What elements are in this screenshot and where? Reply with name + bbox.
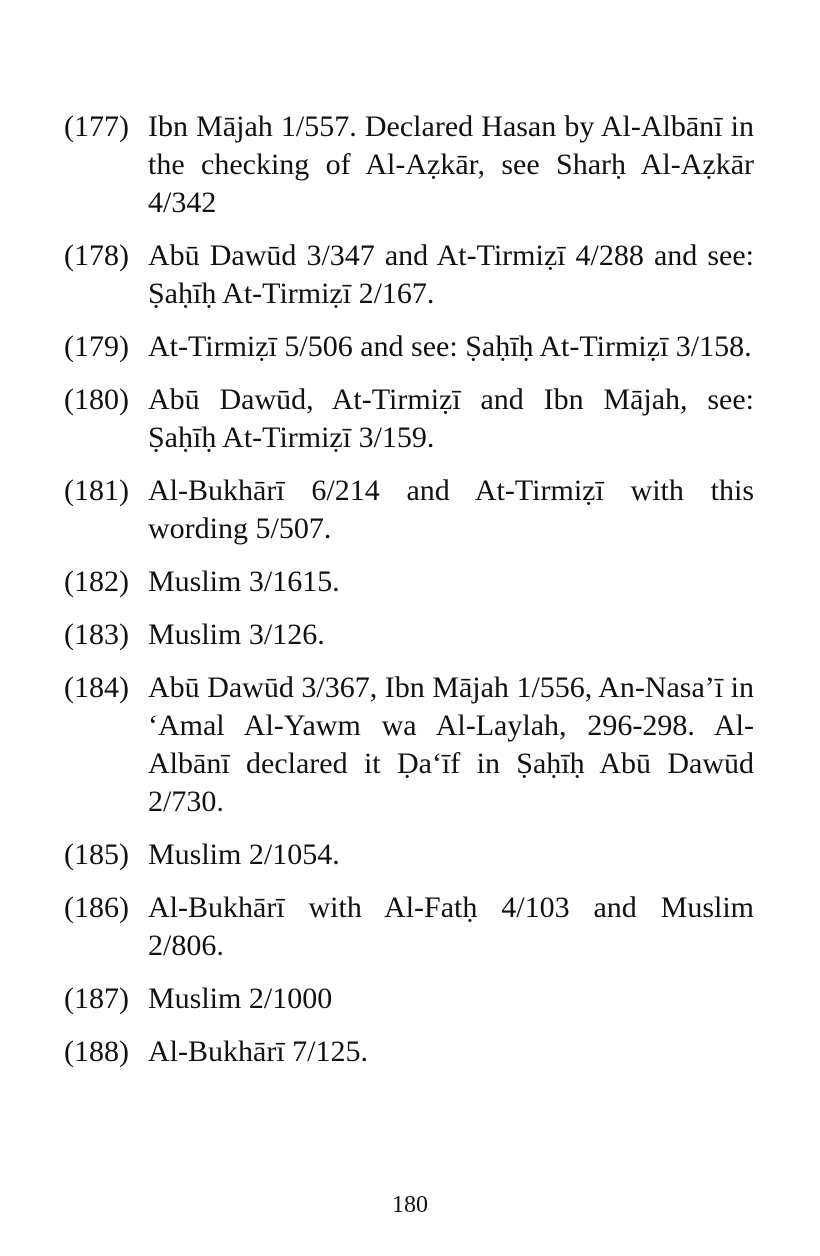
footnote-text: Ibn Mājah 1/557. Declared Hasan by Al-Albānī in the checking of Al-Aẓkār, see Sharḥ Al-Aẓkār 4/342 bbox=[148, 110, 754, 219]
footnote-number: (187) bbox=[64, 982, 129, 1015]
footnote-text: Abū Dawūd 3/347 and At-Tirmiẓī 4/288 and see: Ṣaḥīḥ At-Tirmiẓī 2/167. bbox=[148, 239, 754, 310]
footnote-text: Muslim 2/1054. bbox=[148, 838, 340, 871]
footnote-177 bbox=[64, 108, 754, 222]
footnote-number: (183) bbox=[64, 618, 129, 651]
footnote-text: At-Tirmiẓī 5/506 and see: Ṣaḥīḥ At-Tirmiẓī 3/158. bbox=[148, 330, 752, 363]
footnote-187 bbox=[64, 980, 754, 1018]
footnote-number: (188) bbox=[64, 1035, 129, 1068]
footnote-number: (180) bbox=[64, 383, 129, 416]
footnote-number: (177) bbox=[64, 110, 129, 143]
footnote-179 bbox=[64, 328, 754, 366]
page-number: 180 bbox=[392, 1192, 428, 1218]
footnote-text: Abū Dawūd, At-Tirmiẓī and Ibn Mājah, see: Ṣaḥīḥ At-Tirmiẓī 3/159. bbox=[148, 383, 754, 454]
footnote-181 bbox=[64, 472, 754, 548]
footnote-text: Abū Dawūd 3/367, Ibn Mājah 1/556, An-Nasa’ī in ‘Amal Al-Yawm wa Al-Laylah, 296-298. Al-Albānī declared it Ḍa‘īf in Ṣaḥīḥ Abū Dawūd 2/730. bbox=[148, 671, 754, 818]
footnote-text: Muslim 3/126. bbox=[148, 618, 325, 651]
footnote-number: (184) bbox=[64, 671, 129, 704]
footnote-text: Al-Bukhārī 6/214 and At-Tirmiẓī with this wording 5/507. bbox=[148, 474, 754, 545]
footnote-180 bbox=[64, 381, 754, 457]
footnote-number: (181) bbox=[64, 474, 129, 507]
footnote-number: (185) bbox=[64, 838, 129, 871]
footnote-number: (178) bbox=[64, 239, 129, 272]
footnote-183 bbox=[64, 616, 754, 654]
footnote-list bbox=[64, 108, 754, 1086]
footnote-number: (186) bbox=[64, 891, 129, 924]
footnote-text: Muslim 2/1000 bbox=[148, 982, 333, 1015]
footnote-178 bbox=[64, 237, 754, 313]
footnote-188 bbox=[64, 1033, 754, 1071]
footnote-number: (179) bbox=[64, 330, 129, 363]
footnote-text: Al-Bukhārī 7/125. bbox=[148, 1035, 368, 1068]
footnote-text: Al-Bukhārī with Al-Fatḥ 4/103 and Muslim 2/806. bbox=[148, 891, 754, 962]
footnote-text: Muslim 3/1615. bbox=[148, 565, 340, 598]
footnote-184 bbox=[64, 669, 754, 821]
footnote-185 bbox=[64, 836, 754, 874]
footnote-186 bbox=[64, 889, 754, 965]
footnote-number: (182) bbox=[64, 565, 129, 598]
footnote-182 bbox=[64, 563, 754, 601]
